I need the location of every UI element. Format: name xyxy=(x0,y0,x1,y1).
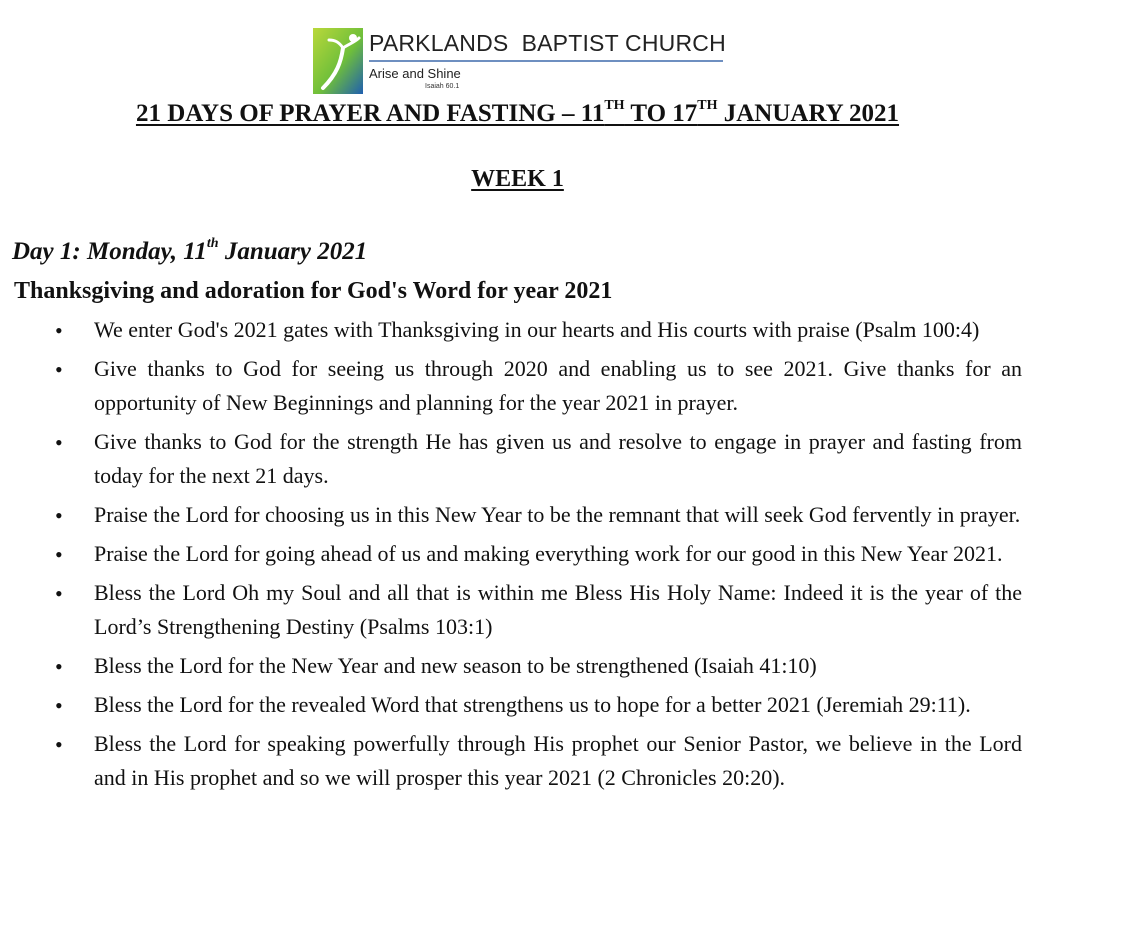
bullet-icon: • xyxy=(55,581,63,606)
title-text-part2: TO 17 xyxy=(624,100,698,127)
section-heading: Thanksgiving and adoration for God's Word for year 2021 xyxy=(14,278,613,304)
church-name: PARKLANDS BAPTIST CHURCH xyxy=(369,30,726,56)
prayer-point xyxy=(0,649,1125,683)
prayer-points-list xyxy=(0,313,1125,800)
prayer-point-text: Bless the Lord for speaking powerfully through His prophet our Senior Pastor, we believe in the Lord and in His prophet and so we will prosper this year 2021 (2 Chronicles 20:20). xyxy=(94,731,1022,790)
day-text-part2: January 2021 xyxy=(218,238,368,265)
bullet-icon: • xyxy=(55,318,63,343)
title-superscript-1: TH xyxy=(604,98,625,113)
prayer-point-text: Bless the Lord Oh my Soul and all that is within me Bless His Holy Name: Indeed it is the year of the Lord’s Strengthening Destiny (Psalms 103:1) xyxy=(94,580,1022,639)
prayer-point-text: Give thanks to God for the strength He has given us and resolve to engage in prayer and fasting from today for the next 21 days. xyxy=(94,429,1022,488)
week-heading: WEEK 1 xyxy=(471,166,564,192)
day-text-part1: Day 1: Monday, 11 xyxy=(12,238,207,265)
prayer-point-text: Praise the Lord for going ahead of us and making everything work for our good in this New Year 2021. xyxy=(94,541,1003,566)
bullet-icon: • xyxy=(55,732,63,757)
bullet-icon: • xyxy=(55,503,63,528)
logo-divider xyxy=(369,60,723,62)
day-heading xyxy=(12,238,367,266)
bullet-icon: • xyxy=(55,357,63,382)
prayer-point xyxy=(0,576,1125,644)
title-superscript-2: TH xyxy=(697,98,718,113)
bullet-icon: • xyxy=(55,430,63,455)
prayer-point-text: Give thanks to God for seeing us through 2020 and enabling us to see 2021. Give thanks for an opportunity of New Beginnings and planning for the year 2021 in prayer. xyxy=(94,356,1022,415)
prayer-point xyxy=(0,313,1125,347)
church-tagline: Arise and Shine xyxy=(369,66,461,81)
prayer-point xyxy=(0,688,1125,722)
bullet-icon: • xyxy=(55,542,63,567)
prayer-point-text: Bless the Lord for the revealed Word that strengthens us to hope for a better 2021 (Jeremiah 29:11). xyxy=(94,692,971,717)
prayer-point xyxy=(0,352,1125,420)
prayer-point-text: We enter God's 2021 gates with Thanksgiving in our hearts and His courts with praise (Psalm 100:4) xyxy=(94,317,980,342)
bullet-icon: • xyxy=(55,693,63,718)
prayer-point-text: Bless the Lord for the New Year and new season to be strengthened (Isaiah 41:10) xyxy=(94,653,817,678)
church-logo-icon xyxy=(313,28,363,94)
prayer-point xyxy=(0,425,1125,493)
tagline-verse: Isaiah 60.1 xyxy=(425,83,460,90)
prayer-point xyxy=(0,498,1125,532)
church-logo xyxy=(313,28,725,94)
prayer-point-text: Praise the Lord for choosing us in this New Year to be the remnant that will seek God fervently in prayer. xyxy=(94,502,1021,527)
prayer-point xyxy=(0,537,1125,571)
bullet-icon: • xyxy=(55,654,63,679)
prayer-point xyxy=(0,727,1125,795)
day-superscript: th xyxy=(206,236,219,251)
page-title xyxy=(0,100,1035,128)
title-text-part1: 21 DAYS OF PRAYER AND FASTING – 11 xyxy=(135,100,605,127)
title-text-part3: JANUARY 2021 xyxy=(717,100,900,127)
